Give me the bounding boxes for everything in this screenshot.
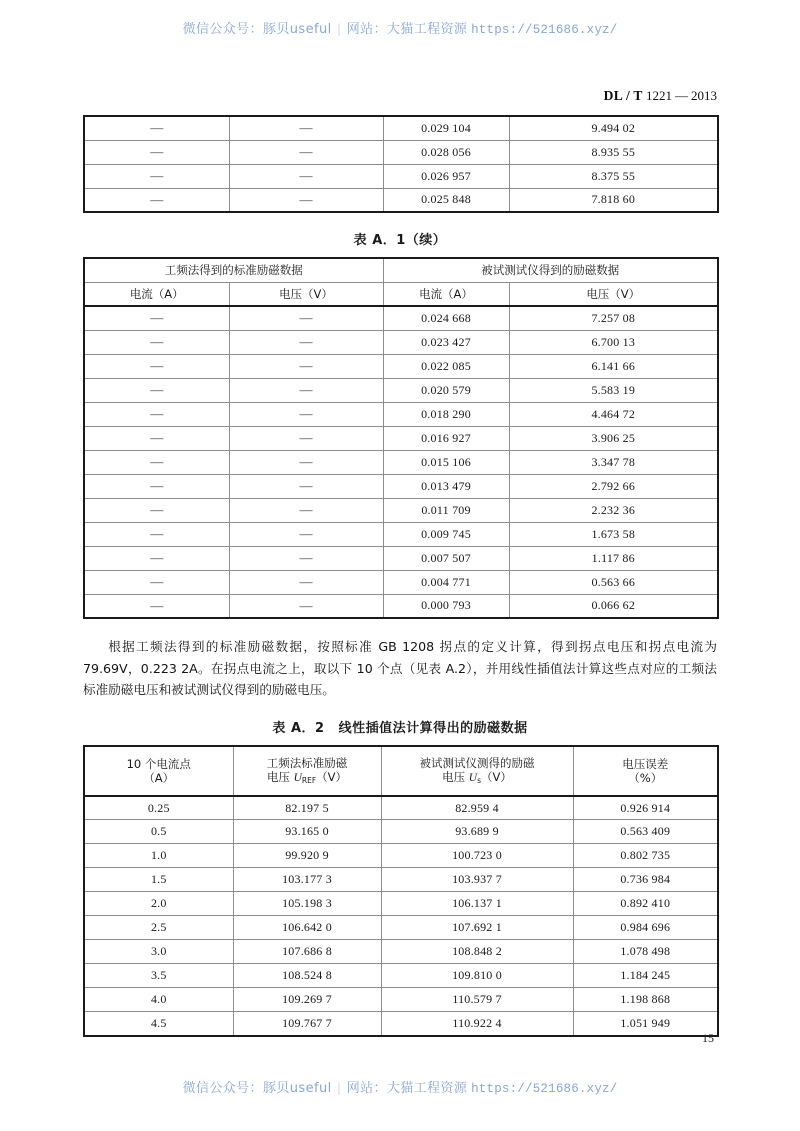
table-group-header-row bbox=[84, 258, 718, 282]
standard-prefix: DL / T bbox=[603, 88, 643, 103]
standard-dash: — bbox=[675, 88, 688, 103]
cell-dut-current: 0.007 507 bbox=[383, 546, 509, 570]
cell-std-current: — bbox=[84, 402, 229, 426]
table-row bbox=[84, 1012, 718, 1036]
cell-dut-voltage: 4.464 72 bbox=[509, 402, 718, 426]
header-line2-pre: 电压 bbox=[266, 770, 294, 785]
table-a2 bbox=[83, 745, 719, 1037]
table-row bbox=[84, 330, 718, 354]
cell-dut-voltage: 110.579 7 bbox=[381, 988, 573, 1012]
cell-current-point: 1.5 bbox=[84, 868, 233, 892]
table-a2-caption-title: 线性插值法计算得出的励磁数据 bbox=[338, 720, 528, 736]
table-row bbox=[84, 868, 718, 892]
table-row bbox=[84, 916, 718, 940]
cell-current-point: 0.5 bbox=[84, 820, 233, 844]
cell-dut-voltage: 106.137 1 bbox=[381, 892, 573, 916]
cell-ref-voltage: 109.767 7 bbox=[233, 1012, 381, 1036]
cell-std-current: — bbox=[84, 116, 229, 140]
header-line2: （A） bbox=[143, 770, 175, 785]
cell-ref-voltage: 109.269 7 bbox=[233, 988, 381, 1012]
cell-dut-current: 0.028 056 bbox=[383, 140, 509, 164]
cell-voltage-error: 0.736 984 bbox=[573, 868, 718, 892]
watermark-site-label: 网站： bbox=[346, 22, 387, 37]
cell-std-voltage: — bbox=[229, 522, 383, 546]
table-a1-fragment-body bbox=[84, 116, 718, 212]
table-row bbox=[84, 594, 718, 618]
table-row bbox=[84, 378, 718, 402]
table-a2-caption-label: 表 A．2 bbox=[272, 720, 325, 736]
cell-dut-current: 0.004 771 bbox=[383, 570, 509, 594]
header-line1: 工频法标准励磁 bbox=[266, 756, 348, 771]
table-a1-continued-body bbox=[84, 306, 718, 618]
watermark-site-label: 网站： bbox=[346, 1081, 387, 1096]
table-column-header-row bbox=[84, 746, 718, 796]
cell-std-voltage: — bbox=[229, 354, 383, 378]
table-row bbox=[84, 426, 718, 450]
cell-dut-current: 0.011 709 bbox=[383, 498, 509, 522]
cell-std-voltage: — bbox=[229, 164, 383, 188]
cell-dut-voltage: 5.583 19 bbox=[509, 378, 718, 402]
cell-std-voltage: — bbox=[229, 426, 383, 450]
cell-std-voltage: — bbox=[229, 498, 383, 522]
cell-std-voltage: — bbox=[229, 570, 383, 594]
header-subscript: REF bbox=[301, 776, 317, 786]
cell-ref-voltage: 93.165 0 bbox=[233, 820, 381, 844]
cell-ref-voltage: 99.920 9 bbox=[233, 844, 381, 868]
table-row bbox=[84, 354, 718, 378]
column-header-std-current: 电流（A） bbox=[84, 282, 229, 306]
cell-dut-voltage: 6.141 66 bbox=[509, 354, 718, 378]
watermark-site-value: 大猫工程资源 bbox=[386, 1081, 468, 1096]
cell-std-current: — bbox=[84, 188, 229, 212]
table-row bbox=[84, 306, 718, 330]
cell-dut-current: 0.015 106 bbox=[383, 450, 509, 474]
watermark-wechat-value: 豚贝useful bbox=[262, 22, 332, 37]
cell-current-point: 2.5 bbox=[84, 916, 233, 940]
cell-std-current: — bbox=[84, 570, 229, 594]
cell-dut-voltage: 8.375 55 bbox=[509, 164, 718, 188]
table-row bbox=[84, 116, 718, 140]
cell-dut-current: 0.000 793 bbox=[383, 594, 509, 618]
cell-std-voltage: — bbox=[229, 546, 383, 570]
header-symbol: U bbox=[468, 772, 478, 785]
header-line1: 10 个电流点 bbox=[126, 756, 191, 771]
column-header-ref-voltage bbox=[233, 746, 381, 796]
cell-voltage-error: 0.563 409 bbox=[573, 820, 718, 844]
header-line1: 电压误差 bbox=[622, 756, 669, 771]
cell-dut-current: 0.025 848 bbox=[383, 188, 509, 212]
cell-dut-voltage: 0.563 66 bbox=[509, 570, 718, 594]
table-row bbox=[84, 140, 718, 164]
cell-std-voltage: — bbox=[229, 474, 383, 498]
group-header-standard: 工频法得到的标准励磁数据 bbox=[84, 258, 383, 282]
cell-dut-voltage: 7.818 60 bbox=[509, 188, 718, 212]
table-column-header-row bbox=[84, 282, 718, 306]
table-a2-body bbox=[84, 796, 718, 1036]
cell-dut-current: 0.016 927 bbox=[383, 426, 509, 450]
cell-dut-voltage: 3.347 78 bbox=[509, 450, 718, 474]
column-header-dut-voltage bbox=[381, 746, 573, 796]
cell-dut-voltage: 93.689 9 bbox=[381, 820, 573, 844]
cell-std-current: — bbox=[84, 330, 229, 354]
column-header-std-voltage: 电压（V） bbox=[229, 282, 383, 306]
cell-dut-voltage: 110.922 4 bbox=[381, 1012, 573, 1036]
table-row bbox=[84, 892, 718, 916]
table-row bbox=[84, 796, 718, 820]
cell-voltage-error: 0.926 914 bbox=[573, 796, 718, 820]
watermark-top bbox=[0, 18, 800, 37]
table-row bbox=[84, 988, 718, 1012]
table-row bbox=[84, 522, 718, 546]
column-header-current-points bbox=[84, 746, 233, 796]
watermark-url[interactable]: https://521686.xyz/ bbox=[471, 23, 618, 37]
cell-dut-voltage: 7.257 08 bbox=[509, 306, 718, 330]
cell-dut-voltage: 6.700 13 bbox=[509, 330, 718, 354]
table-a1-continued-head bbox=[84, 258, 718, 306]
table-row bbox=[84, 188, 718, 212]
cell-dut-voltage: 108.848 2 bbox=[381, 940, 573, 964]
cell-dut-voltage: 2.232 36 bbox=[509, 498, 718, 522]
cell-dut-voltage: 107.692 1 bbox=[381, 916, 573, 940]
cell-std-current: — bbox=[84, 522, 229, 546]
table-row bbox=[84, 820, 718, 844]
body-paragraph: 根据工频法得到的标准励磁数据，按照标准 GB 1208 拐点的定义计算，得到拐点电压和拐点电流为 79.69V，0.223 2A。在拐点电流之上，取以下 10 个点（见表 A.2），并用线性插值法计算这些点对应的工频法标准励磁电压和被试测试仪得到的励磁电压。 bbox=[83, 639, 717, 698]
cell-dut-voltage: 1.117 86 bbox=[509, 546, 718, 570]
cell-ref-voltage: 106.642 0 bbox=[233, 916, 381, 940]
column-header-dut-current: 电流（A） bbox=[383, 282, 509, 306]
standard-year: 2013 bbox=[691, 88, 717, 103]
cell-dut-voltage: 1.673 58 bbox=[509, 522, 718, 546]
cell-voltage-error: 1.051 949 bbox=[573, 1012, 718, 1036]
cell-std-voltage: — bbox=[229, 140, 383, 164]
cell-std-voltage: — bbox=[229, 330, 383, 354]
page-body bbox=[83, 115, 717, 1037]
cell-std-voltage: — bbox=[229, 594, 383, 618]
header-symbol: U bbox=[293, 772, 302, 785]
cell-current-point: 4.5 bbox=[84, 1012, 233, 1036]
cell-current-point: 0.25 bbox=[84, 796, 233, 820]
cell-dut-current: 0.020 579 bbox=[383, 378, 509, 402]
cell-std-voltage: — bbox=[229, 116, 383, 140]
cell-dut-current: 0.009 745 bbox=[383, 522, 509, 546]
cell-dut-voltage: 82.959 4 bbox=[381, 796, 573, 820]
header-line2-post: （V） bbox=[316, 770, 348, 785]
cell-current-point: 4.0 bbox=[84, 988, 233, 1012]
header-line2-post: （V） bbox=[481, 770, 512, 785]
table-a2-caption bbox=[83, 717, 717, 736]
cell-dut-current: 0.018 290 bbox=[383, 402, 509, 426]
cell-ref-voltage: 107.686 8 bbox=[233, 940, 381, 964]
table-row bbox=[84, 402, 718, 426]
cell-std-voltage: — bbox=[229, 306, 383, 330]
watermark-wechat-label: 微信公众号： bbox=[182, 1081, 263, 1096]
table-row bbox=[84, 844, 718, 868]
table-row bbox=[84, 964, 718, 988]
cell-dut-voltage: 0.066 62 bbox=[509, 594, 718, 618]
cell-voltage-error: 1.184 245 bbox=[573, 964, 718, 988]
table-row bbox=[84, 474, 718, 498]
cell-std-voltage: — bbox=[229, 402, 383, 426]
column-header-dut-voltage: 电压（V） bbox=[509, 282, 718, 306]
page-number: 15 bbox=[702, 1031, 714, 1045]
cell-ref-voltage: 105.198 3 bbox=[233, 892, 381, 916]
cell-std-current: — bbox=[84, 306, 229, 330]
cell-voltage-error: 1.198 868 bbox=[573, 988, 718, 1012]
table-row bbox=[84, 498, 718, 522]
cell-dut-voltage: 8.935 55 bbox=[509, 140, 718, 164]
cell-std-current: — bbox=[84, 164, 229, 188]
watermark-url[interactable]: https://521686.xyz/ bbox=[471, 1082, 618, 1096]
cell-dut-voltage: 100.723 0 bbox=[381, 844, 573, 868]
column-header-voltage-error bbox=[573, 746, 718, 796]
running-header bbox=[604, 88, 717, 104]
table-a2-head bbox=[84, 746, 718, 796]
watermark-separator: | bbox=[337, 21, 341, 36]
cell-ref-voltage: 103.177 3 bbox=[233, 868, 381, 892]
cell-dut-current: 0.013 479 bbox=[383, 474, 509, 498]
watermark-bottom bbox=[0, 1077, 800, 1096]
watermark-site-value: 大猫工程资源 bbox=[386, 22, 468, 37]
cell-dut-current: 0.029 104 bbox=[383, 116, 509, 140]
table-row bbox=[84, 940, 718, 964]
cell-current-point: 2.0 bbox=[84, 892, 233, 916]
header-subscript: s bbox=[477, 776, 481, 786]
standard-number: 1221 bbox=[646, 88, 672, 103]
table-row bbox=[84, 570, 718, 594]
cell-std-current: — bbox=[84, 354, 229, 378]
watermark-wechat-value: 豚贝useful bbox=[262, 1081, 332, 1096]
header-line2: （%） bbox=[628, 770, 663, 785]
cell-std-current: — bbox=[84, 140, 229, 164]
table-row bbox=[84, 164, 718, 188]
cell-voltage-error: 1.078 498 bbox=[573, 940, 718, 964]
cell-ref-voltage: 82.197 5 bbox=[233, 796, 381, 820]
cell-std-current: — bbox=[84, 378, 229, 402]
cell-voltage-error: 0.984 696 bbox=[573, 916, 718, 940]
cell-dut-current: 0.023 427 bbox=[383, 330, 509, 354]
cell-std-current: — bbox=[84, 594, 229, 618]
header-line2-pre: 电压 bbox=[442, 770, 469, 785]
cell-current-point: 1.0 bbox=[84, 844, 233, 868]
table-a1-continued bbox=[83, 257, 719, 619]
cell-std-current: — bbox=[84, 450, 229, 474]
watermark-wechat-label: 微信公众号： bbox=[182, 22, 263, 37]
cell-std-voltage: — bbox=[229, 378, 383, 402]
table-a1-caption bbox=[83, 229, 717, 248]
cell-std-current: — bbox=[84, 426, 229, 450]
table-row bbox=[84, 450, 718, 474]
cell-voltage-error: 0.892 410 bbox=[573, 892, 718, 916]
cell-std-current: — bbox=[84, 546, 229, 570]
cell-dut-voltage: 103.937 7 bbox=[381, 868, 573, 892]
watermark-separator: | bbox=[337, 1080, 341, 1095]
cell-ref-voltage: 108.524 8 bbox=[233, 964, 381, 988]
table-row bbox=[84, 546, 718, 570]
cell-dut-voltage: 109.810 0 bbox=[381, 964, 573, 988]
cell-current-point: 3.0 bbox=[84, 940, 233, 964]
cell-dut-current: 0.026 957 bbox=[383, 164, 509, 188]
cell-std-voltage: — bbox=[229, 188, 383, 212]
cell-std-current: — bbox=[84, 498, 229, 522]
cell-dut-voltage: 2.792 66 bbox=[509, 474, 718, 498]
cell-dut-voltage: 9.494 02 bbox=[509, 116, 718, 140]
table-a1-fragment bbox=[83, 115, 719, 213]
cell-std-voltage: — bbox=[229, 450, 383, 474]
cell-dut-current: 0.022 085 bbox=[383, 354, 509, 378]
cell-current-point: 3.5 bbox=[84, 964, 233, 988]
group-header-dut: 被试测试仪得到的励磁数据 bbox=[383, 258, 718, 282]
cell-voltage-error: 0.802 735 bbox=[573, 844, 718, 868]
cell-dut-voltage: 3.906 25 bbox=[509, 426, 718, 450]
header-line1: 被试测试仪测得的励磁 bbox=[419, 756, 535, 771]
cell-dut-current: 0.024 668 bbox=[383, 306, 509, 330]
cell-std-current: — bbox=[84, 474, 229, 498]
table-a1-caption-text: 表 A．1（续） bbox=[353, 233, 447, 248]
